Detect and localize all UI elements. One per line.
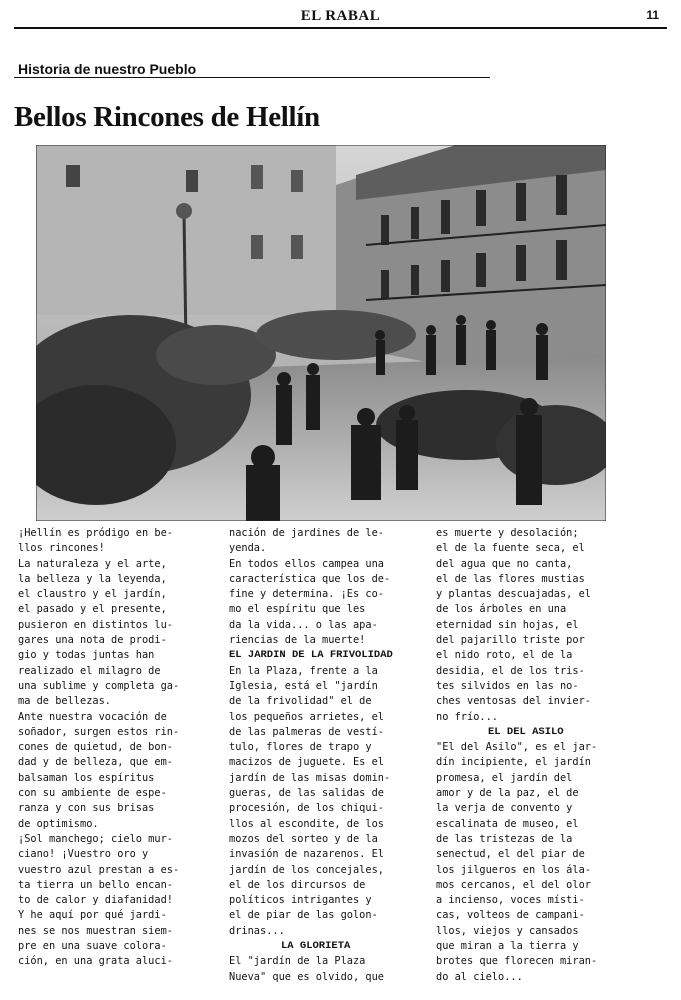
article-line: ¡Hellín es pródigo en be- bbox=[18, 527, 173, 539]
article-line: de la frivolidad" el de bbox=[229, 695, 372, 708]
article-line: el de piar de las golon- bbox=[229, 909, 378, 922]
article-line: realizado el milagro de bbox=[18, 664, 161, 677]
article-line: to de calor y diafanidad! bbox=[18, 894, 173, 907]
article-line: y plantas descuajadas, el bbox=[436, 588, 591, 601]
article-line: ches ventosas del invier- bbox=[436, 695, 591, 708]
article-line: el claustro y el jardín, bbox=[18, 588, 167, 601]
article-line: escalinata de museo, el bbox=[436, 817, 579, 830]
article-line: desidia, el de los tris- bbox=[436, 664, 585, 677]
article-line: ta tierra un bello encan- bbox=[18, 878, 173, 891]
article-line: macizos de juguete. Es el bbox=[229, 756, 384, 769]
article-line: ma de bellezas. bbox=[18, 695, 111, 708]
article-line: mo el espíritu que les bbox=[229, 603, 366, 616]
article-column-2 bbox=[229, 526, 393, 985]
article-line: los pequeños arrietes, el bbox=[229, 710, 384, 723]
article-line: gueras, de las salidas de bbox=[229, 787, 384, 800]
article-line: el de las flores mustias bbox=[436, 572, 585, 585]
article-line: de las palmeras de vestí- bbox=[229, 725, 384, 738]
article-line: promesa, el jardín del bbox=[436, 771, 573, 784]
article-line: dín incipiente, el jardín bbox=[436, 756, 591, 769]
article-line: del agua que no canta, bbox=[436, 557, 573, 570]
article-line: amor y de la paz, el de bbox=[436, 787, 579, 800]
article-line: invasión de nazarenos. El bbox=[229, 848, 384, 861]
article-line: soñador, surgen estos rin- bbox=[18, 725, 180, 738]
article-line: el pasado y el presente, bbox=[18, 603, 167, 616]
article-line: la verja de convento y bbox=[436, 802, 573, 815]
article-line: pre en una suave colora- bbox=[18, 940, 167, 953]
article-line: yenda. bbox=[229, 542, 267, 555]
article-line: gio y todas juntas han bbox=[18, 649, 155, 662]
article-line: jardín de los concejales, bbox=[229, 863, 384, 876]
article-line: mos cercanos, el del olor bbox=[436, 878, 591, 891]
article-line: El "jardín de la Plaza bbox=[229, 955, 366, 968]
article-line: el nido roto, el de la bbox=[436, 649, 573, 662]
article-line: ¡Sol manchego; cielo mur- bbox=[18, 832, 173, 845]
article-subheading: EL DEL ASILO bbox=[488, 725, 564, 738]
article-line: tulo, flores de trapo y bbox=[229, 741, 372, 754]
article-line: pusieron en distintos lu- bbox=[18, 618, 173, 631]
article-headline: Bellos Rincones de Hellín bbox=[14, 101, 320, 133]
article-line: tes silvidos en las no- bbox=[436, 679, 579, 692]
article-line: una sublime y completa ga- bbox=[18, 679, 180, 692]
article-line: de las tristezas de la bbox=[436, 832, 573, 845]
article-line: con su ambiente de espe- bbox=[18, 787, 167, 800]
article-line: drinas... bbox=[229, 924, 285, 937]
article-line: balsaman los espíritus bbox=[18, 771, 155, 784]
article-line: políticos intrigantes y bbox=[229, 894, 372, 907]
article-line: ción, en una grata aluci- bbox=[18, 955, 173, 968]
article-line: ciano! ¡Vuestro oro y bbox=[18, 848, 149, 861]
article-line: a incienso, voces místi- bbox=[436, 894, 585, 907]
article-line: del pajarillo triste por bbox=[436, 634, 585, 647]
article-line: Nueva" que es olvido, que bbox=[229, 970, 384, 983]
article-line: vuestro azul prestan a es- bbox=[18, 863, 180, 876]
article-line: ranza y con sus brisas bbox=[18, 802, 155, 815]
article-line: riencias de la muerte! bbox=[229, 634, 366, 647]
article-line: característica que los de- bbox=[229, 572, 391, 585]
article-line: nes se nos muestran siem- bbox=[18, 924, 173, 937]
article-line: de optimismo. bbox=[18, 817, 99, 830]
article-line: senectud, el del piar de bbox=[436, 848, 585, 861]
article-line: La naturaleza y el arte, bbox=[18, 557, 167, 570]
article-line: cones de quietud, de bon- bbox=[18, 741, 173, 754]
article-line: el de los dircursos de bbox=[229, 878, 366, 891]
article-line: la belleza y la leyenda, bbox=[18, 572, 167, 585]
article-line: es muerte y desolación; bbox=[436, 527, 579, 539]
article-line: de los árboles en una bbox=[436, 603, 567, 616]
header-rule bbox=[14, 27, 667, 29]
page-number: 11 bbox=[646, 8, 659, 22]
article-line: gares una nota de prodi- bbox=[18, 634, 167, 647]
article-line: brotes que florecen miran- bbox=[436, 955, 598, 968]
article-line: nación de jardines de le- bbox=[229, 527, 384, 539]
article-line: cas, volteos de campani- bbox=[436, 909, 585, 922]
article-subheading: LA GLORIETA bbox=[281, 940, 351, 953]
article-line: eternidad sin hojas, el bbox=[436, 618, 579, 631]
article-line: jardín de las misas domin- bbox=[229, 771, 391, 784]
article-line: que miran a la tierra y bbox=[436, 940, 579, 953]
article-column-1 bbox=[18, 526, 179, 970]
article-line: fine y determina. ¡Es co- bbox=[229, 588, 384, 601]
section-label: Historia de nuestro Pueblo bbox=[18, 61, 197, 77]
article-line: Ante nuestra vocación de bbox=[18, 710, 167, 723]
article-line: En todos ellos campea una bbox=[229, 557, 384, 570]
article-line: llos al escondite, de los bbox=[229, 817, 384, 830]
article-line: no frío... bbox=[436, 710, 498, 723]
newspaper-title: EL RABAL bbox=[300, 8, 381, 24]
article-line: procesión, de los chiqui- bbox=[229, 802, 384, 815]
article-line: los jilgueros en los ála- bbox=[436, 863, 591, 876]
article-line: Y he aquí por qué jardi- bbox=[18, 909, 167, 922]
article-line: da la vida... o las apa- bbox=[229, 618, 378, 631]
article-line: Iglesia, está el "jardín bbox=[229, 679, 378, 692]
article-line: mozos del sorteo y de la bbox=[229, 832, 378, 845]
article-line: dad y de belleza, que em- bbox=[18, 756, 173, 769]
article-line: En la Plaza, frente a la bbox=[229, 664, 378, 677]
section-rule bbox=[14, 77, 490, 78]
article-line: llos rincones! bbox=[18, 542, 105, 555]
article-line: el de la fuente seca, el bbox=[436, 542, 585, 555]
article-subheading: EL JARDIN DE LA FRIVOLIDAD bbox=[229, 649, 393, 662]
article-column-3 bbox=[436, 526, 597, 985]
historic-plaza-photo bbox=[36, 145, 606, 521]
article-line: do al cielo... bbox=[436, 970, 523, 983]
article-line: llos, viejos y cansados bbox=[436, 924, 579, 937]
article-line: "El del Asilo", es el jar- bbox=[436, 741, 598, 754]
